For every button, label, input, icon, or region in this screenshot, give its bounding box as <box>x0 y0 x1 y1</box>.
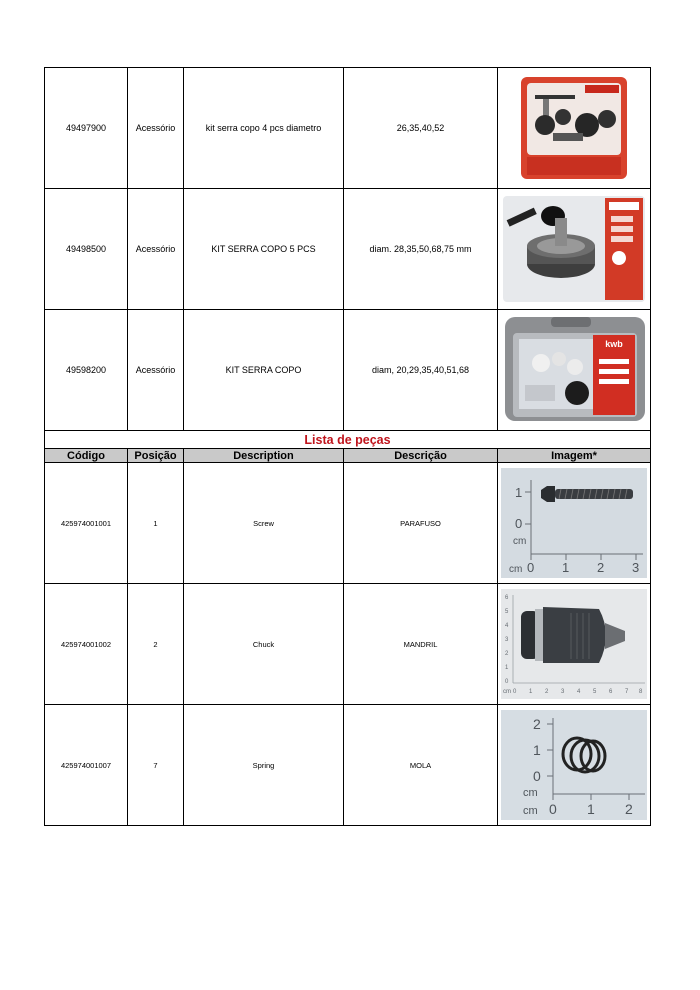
part-code: 425974001007 <box>45 705 128 826</box>
ruler-label: 5 <box>593 689 597 695</box>
ruler-label: 1 <box>515 485 523 500</box>
part-description: Chuck <box>184 584 344 705</box>
ruler-label: 1 <box>505 665 509 671</box>
ruler-label: 3 <box>632 560 640 575</box>
part-description: Screw <box>184 463 344 584</box>
screw-image <box>501 468 647 578</box>
spring-image <box>501 710 647 820</box>
ruler-unit: cm <box>523 787 538 799</box>
accessory-code: 49497900 <box>45 68 128 189</box>
parts-section-row <box>45 431 651 449</box>
brand-logo: kwb <box>605 339 623 349</box>
part-row <box>45 584 651 705</box>
accessory-name: KIT SERRA COPO <box>184 310 344 431</box>
accessory-spec: diam. 28,35,50,68,75 mm <box>344 189 498 310</box>
ruler-label: 4 <box>505 623 509 629</box>
ruler-label: 1 <box>587 801 595 817</box>
hole-saw-kit-5pcs-image <box>501 194 647 304</box>
parts-table <box>44 67 651 826</box>
hole-saw-kit-case-image <box>501 315 647 425</box>
ruler-label: 1 <box>562 560 570 575</box>
accessory-image-cell <box>498 189 651 310</box>
accessory-code: 49598200 <box>45 310 128 431</box>
header-posicao: Posição <box>128 449 184 463</box>
ruler-label: 7 <box>625 689 629 695</box>
ruler-label: 1 <box>533 742 541 758</box>
ruler-unit: cm <box>509 564 523 575</box>
part-position: 1 <box>128 463 184 584</box>
part-code: 425974001001 <box>45 463 128 584</box>
ruler-label: 6 <box>609 689 613 695</box>
chuck-image <box>501 589 647 699</box>
part-code: 425974001002 <box>45 584 128 705</box>
part-row <box>45 463 651 584</box>
part-descricao: MANDRIL <box>344 584 498 705</box>
ruler-label: 3 <box>505 637 509 643</box>
part-image-cell <box>498 584 651 705</box>
header-descricao: Descrição <box>344 449 498 463</box>
accessory-spec: 26,35,40,52 <box>344 68 498 189</box>
accessory-name: kit serra copo 4 pcs diametro <box>184 68 344 189</box>
parts-header-row <box>45 449 651 463</box>
ruler-label: 1 <box>529 689 533 695</box>
header-imagem: Imagem* <box>498 449 651 463</box>
accessory-row <box>45 189 651 310</box>
ruler-label: 2 <box>505 651 509 657</box>
section-title: Lista de peças <box>45 431 651 449</box>
accessory-image-cell <box>498 310 651 431</box>
ruler-unit: cm <box>523 805 538 817</box>
accessory-type: Acessório <box>128 310 184 431</box>
ruler-label: 5 <box>505 609 509 615</box>
ruler-label: 0 <box>527 560 535 575</box>
ruler-unit: cm <box>513 536 527 547</box>
accessory-name: KIT SERRA COPO 5 PCS <box>184 189 344 310</box>
accessory-row <box>45 68 651 189</box>
accessory-row <box>45 310 651 431</box>
ruler-label: 6 <box>505 595 509 601</box>
header-description: Description <box>184 449 344 463</box>
ruler-label: 0 <box>549 801 557 817</box>
part-row <box>45 705 651 826</box>
ruler-label: 2 <box>545 689 549 695</box>
part-description: Spring <box>184 705 344 826</box>
ruler-label: 2 <box>625 801 633 817</box>
part-image-cell <box>498 705 651 826</box>
hole-saw-kit-4pcs-image <box>501 73 647 183</box>
ruler-label: 8 <box>639 689 643 695</box>
accessory-spec: diam, 20,29,35,40,51,68 <box>344 310 498 431</box>
accessory-type: Acessório <box>128 189 184 310</box>
ruler-label: 3 <box>561 689 565 695</box>
ruler-label: 0 <box>513 689 517 695</box>
part-descricao: PARAFUSO <box>344 463 498 584</box>
parts-sheet <box>44 67 650 826</box>
part-position: 7 <box>128 705 184 826</box>
ruler-label: 0 <box>515 516 523 531</box>
accessory-image-cell <box>498 68 651 189</box>
ruler-label: 4 <box>577 689 581 695</box>
part-image-cell <box>498 463 651 584</box>
accessory-type: Acessório <box>128 68 184 189</box>
ruler-unit: cm <box>503 689 511 695</box>
ruler-label: 0 <box>533 768 541 784</box>
ruler-label: 2 <box>597 560 605 575</box>
accessory-code: 49498500 <box>45 189 128 310</box>
ruler-label: 0 <box>505 679 509 685</box>
part-position: 2 <box>128 584 184 705</box>
header-codigo: Código <box>45 449 128 463</box>
ruler-label: 2 <box>533 716 541 732</box>
part-descricao: MOLA <box>344 705 498 826</box>
